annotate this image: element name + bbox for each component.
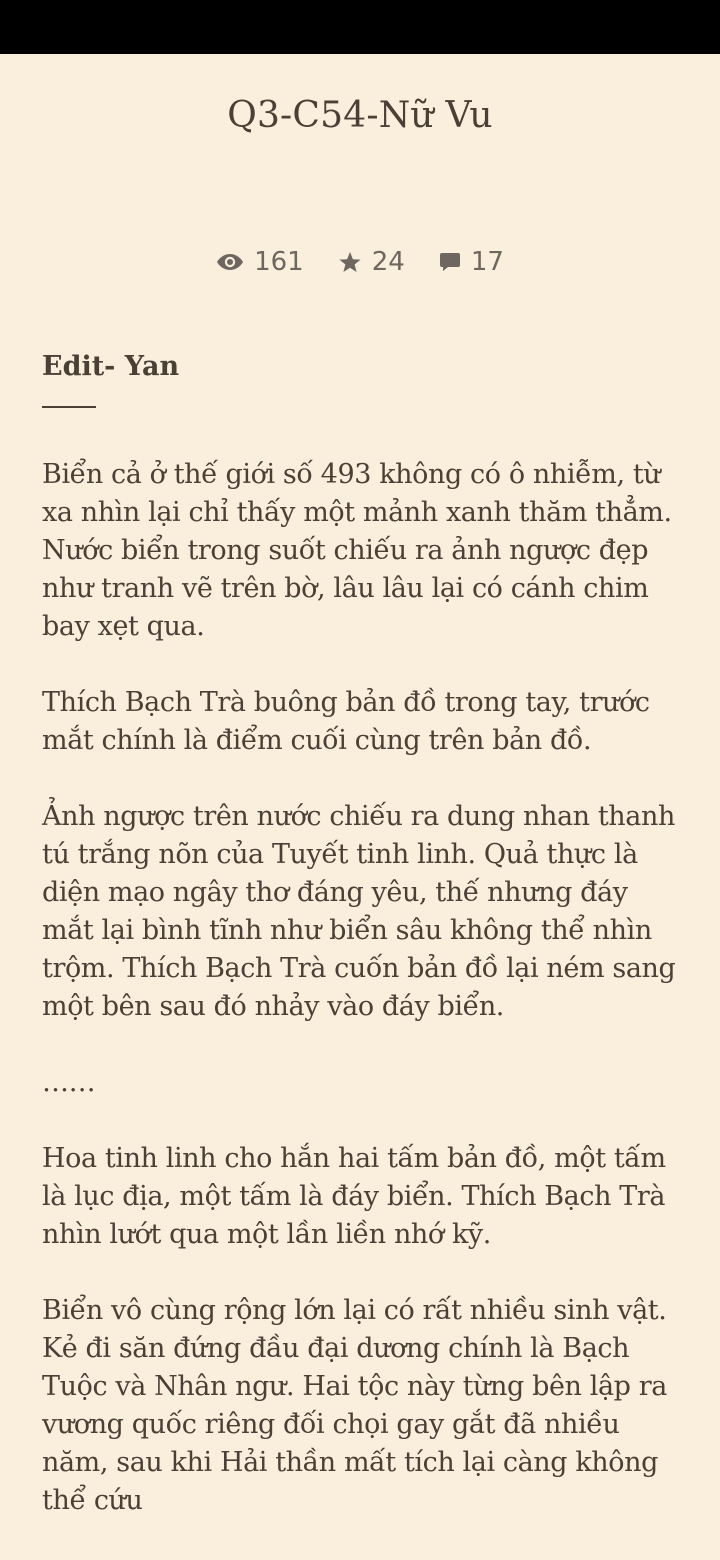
votes-count: 24 [371,247,405,277]
edit-credit: Edit- Yan [42,351,180,382]
views-count: 161 [254,247,304,277]
paragraph: Hoa tinh linh cho hắn hai tấm bản đồ, một tấm là lục địa, một tấm là đáy biển. Thích Bạch Trà nhìn lướt qua một lần liền nhớ kỹ. [42,1143,666,1250]
chapter-title: Q3-C54-Nữ Vu [227,95,493,136]
chapter-content [42,348,682,1558]
views-stat [216,247,304,277]
paragraph: Biển vô cùng rộng lớn lại có rất nhiều sinh vật. Kẻ đi săn đứng đầu đại dương chính là Bạch Tuộc và Nhân ngư. Hai tộc này từng bên lập ra vương quốc riêng đối chọi gay gắt đã nhiều năm, sau khi Hải thần mất tích lại càng không thể cứu [42,1295,667,1516]
status-bar [0,0,720,54]
eye-icon [216,252,244,272]
star-icon [338,251,362,274]
comments-count: 17 [470,247,504,277]
paragraph: Ảnh ngược trên nước chiếu ra dung nhan thanh tú trắng nõn của Tuyết tinh linh. Quả thực là diện mạo ngây thơ đáng yêu, thế nhưng đáy mắt lại bình tĩnh như biển sâu không thể nhìn trộm. Thích Bạch Trà cuốn bản đồ lại ném sang một bên sau đó nhảy vào đáy biển. [42,801,676,1022]
paragraph: …… [42,1067,96,1098]
divider [42,406,96,408]
comment-icon [439,251,461,273]
votes-stat [338,247,405,277]
comments-stat [439,247,504,277]
paragraph: Thích Bạch Trà buông bản đồ trong tay, trước mắt chính là điểm cuối cùng trên bản đồ. [42,687,650,756]
chapter-stats [0,240,720,284]
paragraph: Biển cả ở thế giới số 493 không có ô nhiễm, từ xa nhìn lại chỉ thấy một mảnh xanh thăm thẳm. Nước biển trong suốt chiếu ra ảnh ngược đẹp như tranh vẽ trên bờ, lâu lâu lại có cánh chim bay xẹt qua. [42,459,672,642]
